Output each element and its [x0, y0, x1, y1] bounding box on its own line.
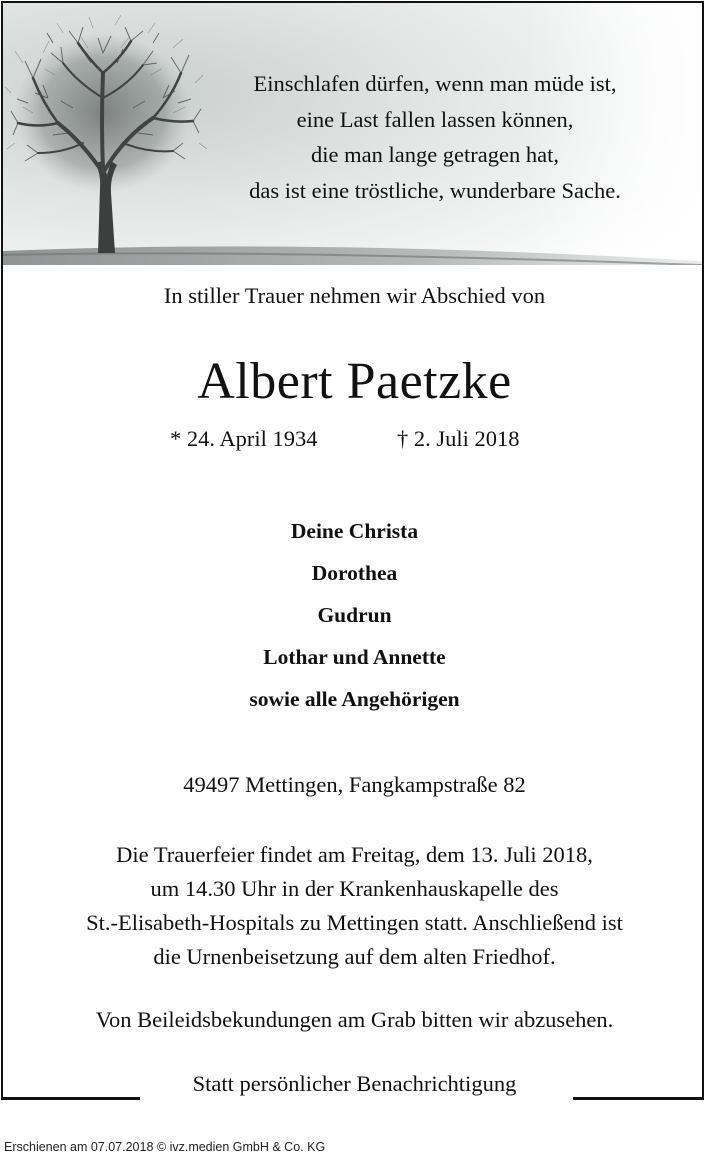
mourner-name: Dorothea [311, 561, 398, 585]
notification-note: Statt persönlicher Benachrichtigung [192, 1071, 517, 1096]
deceased-name: Albert Paetzke [197, 353, 512, 410]
condolence-note: Von Beileidsbekundungen am Grab bitten wir abzusehen. [95, 1007, 614, 1032]
poem [200, 66, 670, 208]
bottom-rule-left [1, 1097, 140, 1100]
bottom-rule-right [573, 1097, 704, 1100]
mourner-name: Lothar und Annette [263, 645, 446, 669]
poem-line: Einschlafen dürfen, wenn man müde ist, [253, 71, 617, 96]
mourners-list [0, 510, 709, 720]
ceremony-line: die Urnenbeisetzung auf dem alten Friedhof. [153, 944, 556, 969]
address: 49497 Mettingen, Fangkampstraße 82 [183, 772, 526, 797]
ceremony-line: Die Trauerfeier findet am Freitag, dem 13. Juli 2018, [116, 842, 593, 867]
poem-line: eine Last fallen lassen können, [296, 106, 574, 132]
mourner-name: Deine Christa [290, 519, 419, 543]
ceremony-line: um 14.30 Uhr in der Krankenhauskapelle des [150, 876, 559, 901]
poem-line: die man lange getragen hat, [310, 142, 560, 167]
poem-line: das ist eine tröstliche, wunderbare Sache. [249, 177, 621, 203]
mourner-name: sowie alle Angehörigen [249, 687, 460, 711]
ceremony-line: St.-Elisabeth-Hospitals zu Mettingen statt. Anschließend ist [86, 910, 623, 935]
ceremony-details [0, 838, 709, 974]
publication-footer: Erschienen am 07.07.2018 © ivz.medien GmbH & Co. KG [4, 1140, 326, 1154]
birth-date: * 24. April 1934 [170, 426, 318, 451]
mourner-name: Gudrun [317, 603, 392, 627]
intro-text: In stiller Trauer nehmen wir Abschied von [163, 283, 546, 308]
death-date: † 2. Juli 2018 [397, 426, 520, 451]
